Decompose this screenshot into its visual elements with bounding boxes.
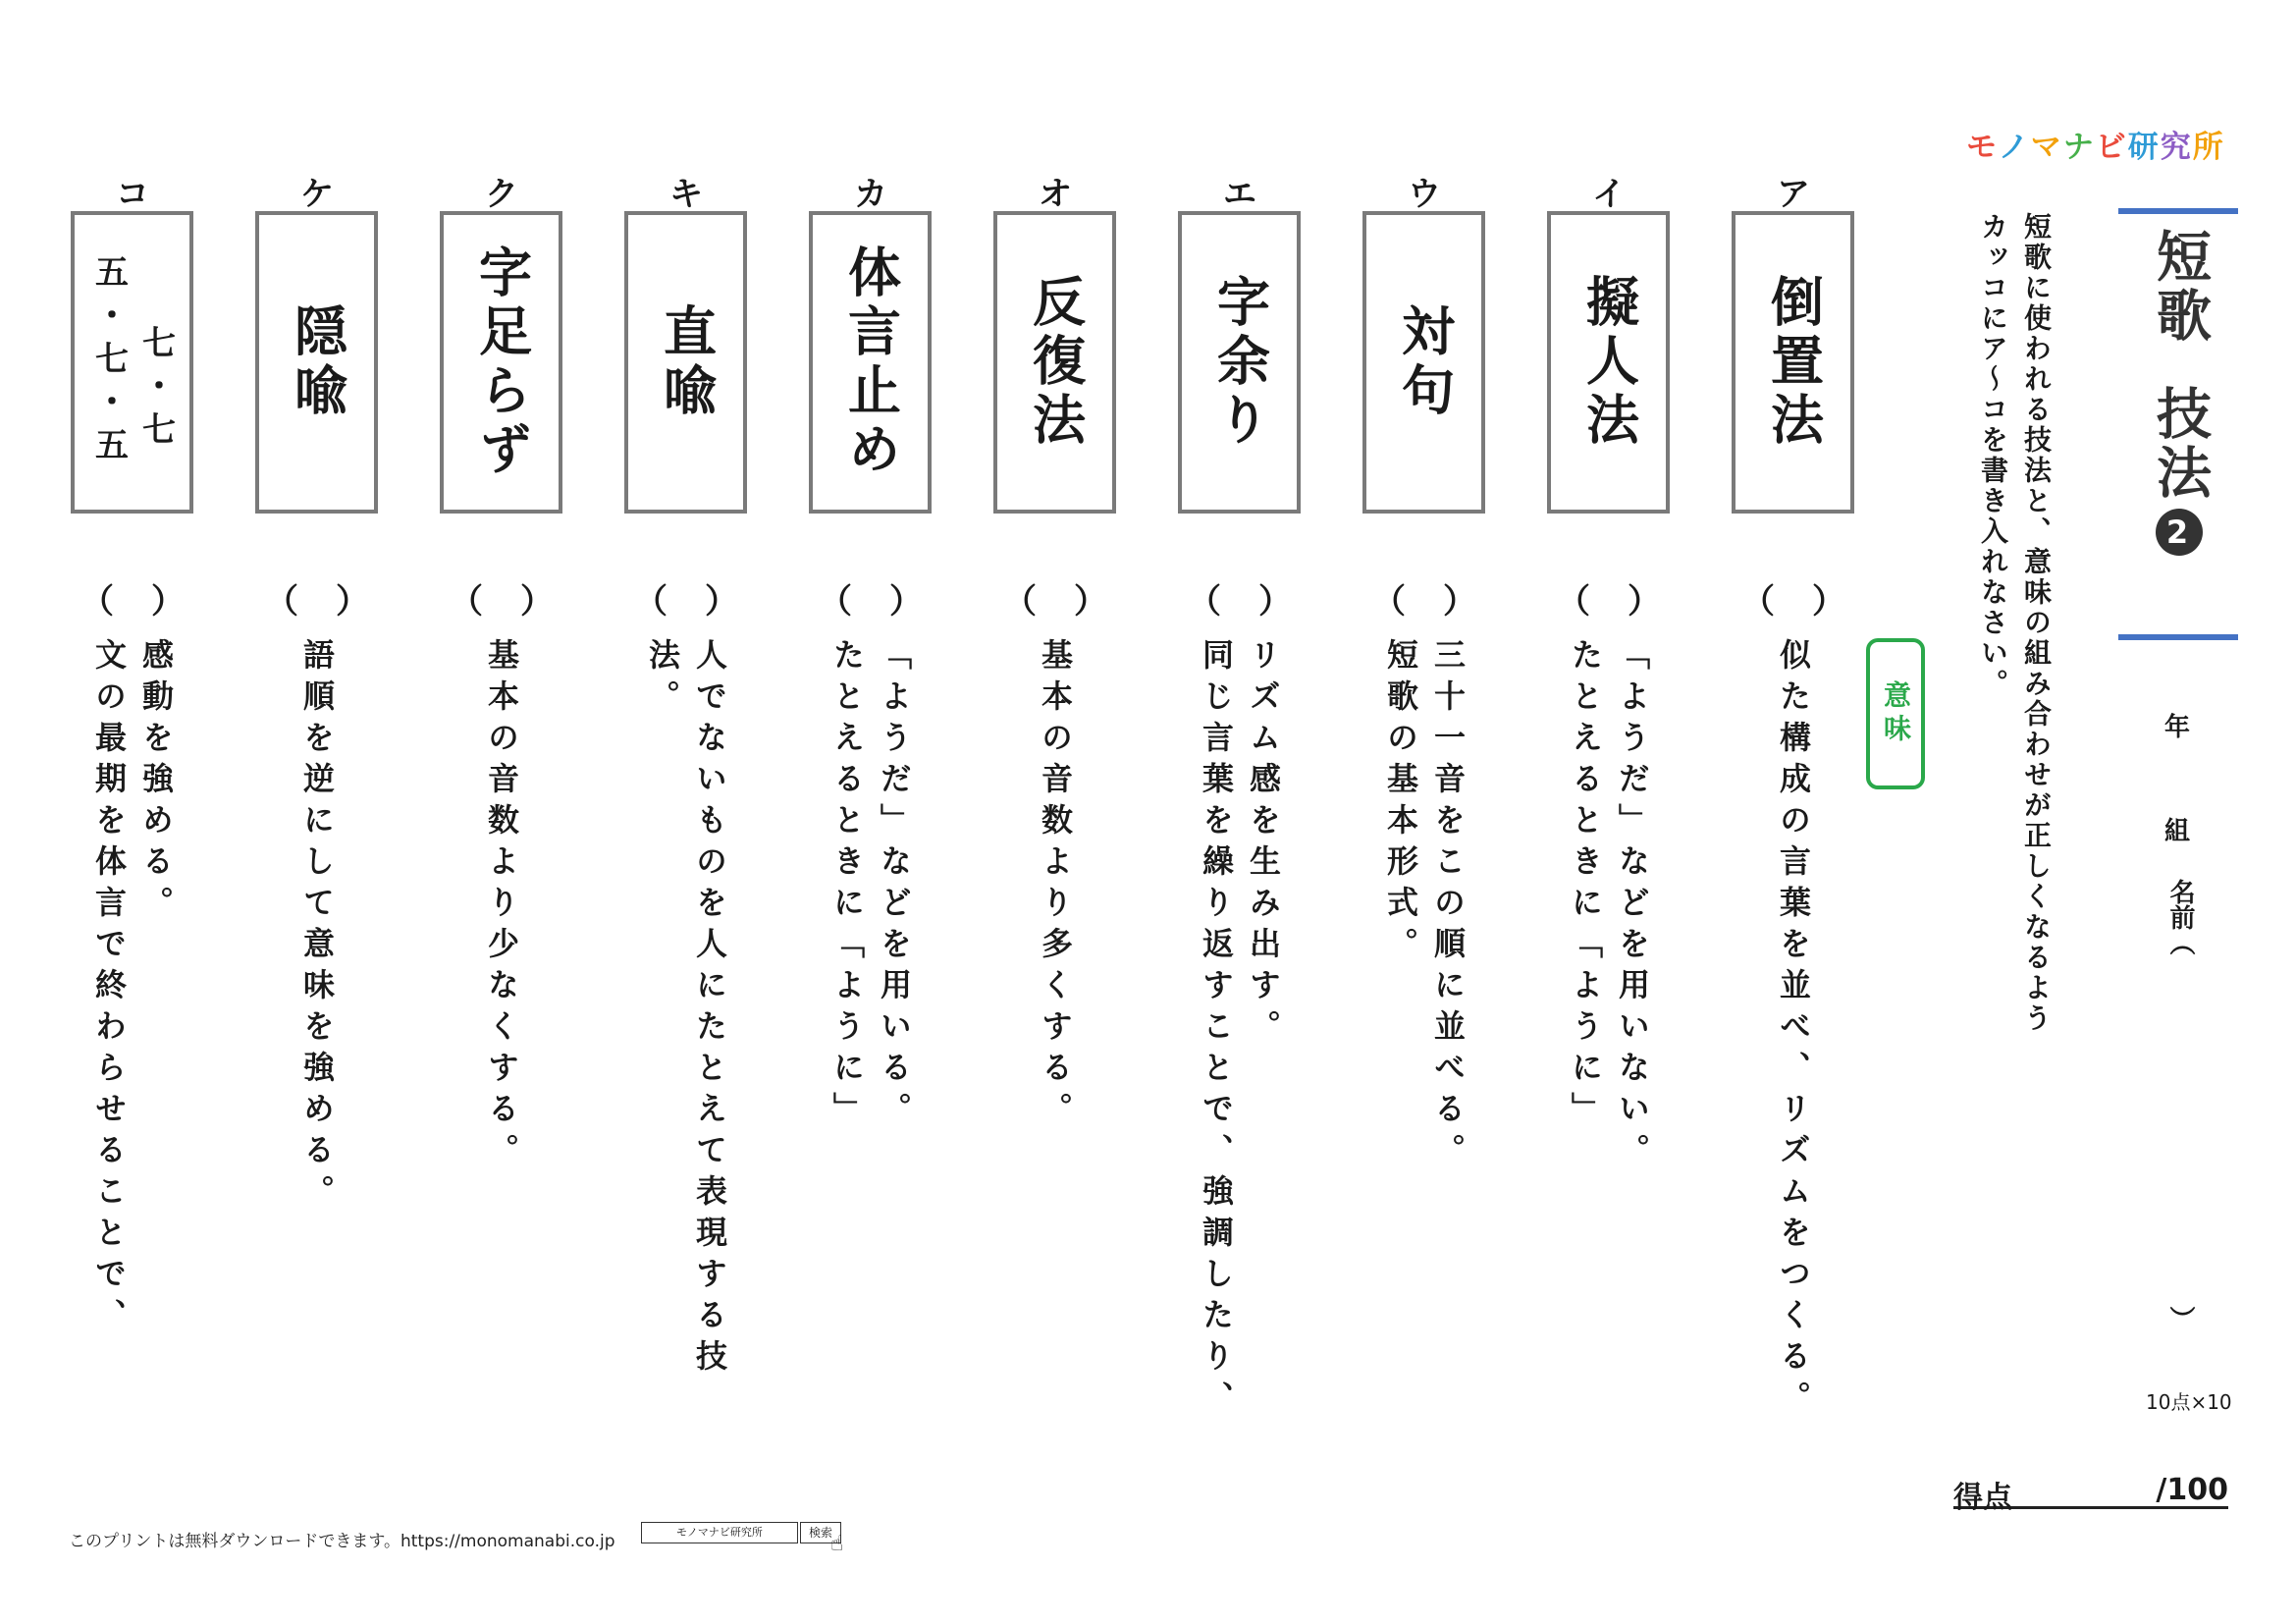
meaning-text xyxy=(253,638,381,1424)
term-text: 擬人法 xyxy=(1577,274,1640,451)
term-card xyxy=(1178,211,1301,514)
term-card xyxy=(1732,211,1854,514)
answer-blank[interactable] xyxy=(1361,574,1488,623)
answer-blank[interactable] xyxy=(1176,574,1304,623)
footer-note: このプリントは無料ダウンロードできます。https://monomanabi.co.jp xyxy=(69,1532,615,1551)
term-text: 倒置法 xyxy=(1762,274,1825,451)
title-main: 短歌 xyxy=(2148,228,2212,346)
item-label: ウ xyxy=(1408,175,1441,214)
title-bar-bottom xyxy=(2118,634,2238,640)
score-field[interactable] xyxy=(1953,1473,2228,1515)
paren-close: ） xyxy=(1628,582,1661,622)
item-label: キ xyxy=(669,175,703,214)
paren-open: （ xyxy=(1188,582,1221,622)
score-label: 得点 xyxy=(1953,1481,2012,1515)
meaning-line: たとえるときに「ように」 xyxy=(1567,638,1604,1133)
paren-open: （ xyxy=(1372,582,1406,622)
search-input[interactable]: モノマナビ研究所 xyxy=(641,1522,798,1543)
term-text: 体言止め xyxy=(839,244,902,480)
instruction-line-2: カッコにア～コを書き入れなさい。 xyxy=(1977,212,2009,699)
meaning-line: たとえるときに「ように」 xyxy=(828,638,866,1133)
term-card xyxy=(71,211,193,514)
paren-open: （ xyxy=(819,582,852,622)
meaning-text xyxy=(438,638,565,1424)
points-note: 10点×10 xyxy=(2146,1390,2232,1414)
meaning-line: 語順を逆にして意味を強める。 xyxy=(298,638,336,1216)
item-label: コ xyxy=(116,175,149,214)
meaning-line: 「ようだ」などを用いない。 xyxy=(1614,638,1651,1174)
paren-close: ） xyxy=(151,582,185,622)
item-label: カ xyxy=(854,175,887,214)
term-card xyxy=(1362,211,1485,514)
year-field[interactable]: 年 xyxy=(2164,713,2191,742)
term-card xyxy=(255,211,378,514)
term-text: 対句 xyxy=(1393,303,1456,421)
meaning-line: 感動を強める。 xyxy=(137,638,175,927)
paren-close: ） xyxy=(1258,582,1292,622)
paren-close: ） xyxy=(336,582,369,622)
meaning-line: 同じ言葉を繰り返すことで、強調したり、 xyxy=(1198,638,1235,1422)
paren-close: ） xyxy=(520,582,554,622)
paren-open: （ xyxy=(1003,582,1037,622)
instruction-line-1: 短歌に使われる技法と、意味の組み合わせが正しくなるよう xyxy=(2020,212,2053,1034)
term-text: 隠喩 xyxy=(286,303,348,421)
score-total: /100 xyxy=(2156,1473,2228,1507)
meaning-line: 三十一音をこの順に並べる。 xyxy=(1429,638,1467,1174)
search-button[interactable]: 検索 xyxy=(800,1522,841,1543)
meaning-line: 似た構成の言葉を並べ、リズムをつくる。 xyxy=(1775,638,1812,1422)
answer-blank[interactable] xyxy=(1730,574,1857,623)
answer-blank[interactable] xyxy=(622,574,750,623)
meaning-line: 基本の音数より多くする。 xyxy=(1037,638,1074,1133)
meaning-text xyxy=(807,638,934,1424)
paren-open: （ xyxy=(634,582,667,622)
meaning-line: 人でないものを人にたとえて表現する技法。 xyxy=(644,638,728,1380)
term-card xyxy=(440,211,562,514)
paren-close: ） xyxy=(1443,582,1476,622)
paren-close: ） xyxy=(1074,582,1107,622)
item-label: ケ xyxy=(300,175,334,214)
paren-open: （ xyxy=(80,582,114,622)
term-text: 五・七・五 xyxy=(88,254,129,470)
meaning-tag: 意味 xyxy=(1866,638,1925,789)
term-card xyxy=(809,211,932,514)
meaning-text xyxy=(1730,638,1857,1424)
meaning-line: 短歌の基本形式。 xyxy=(1382,638,1419,968)
answer-blank[interactable] xyxy=(253,574,381,623)
paren-open: （ xyxy=(1557,582,1590,622)
term-card xyxy=(1547,211,1670,514)
paren-close: ） xyxy=(889,582,923,622)
name-field[interactable]: 名前（ xyxy=(2165,879,2195,955)
name-field-close: ） xyxy=(2165,1306,2195,1331)
answer-blank[interactable] xyxy=(807,574,934,623)
term-text: 字余り xyxy=(1208,274,1271,451)
item-label: ク xyxy=(485,175,518,214)
answer-blank[interactable] xyxy=(438,574,565,623)
term-text: 七・七 xyxy=(135,325,176,455)
paren-open: （ xyxy=(265,582,298,622)
item-label: エ xyxy=(1223,175,1256,214)
answer-blank[interactable] xyxy=(69,574,196,623)
meaning-text xyxy=(1545,638,1673,1424)
pointer-cursor-icon: ☝ xyxy=(830,1532,844,1556)
item-label: オ xyxy=(1039,175,1072,214)
meaning-text xyxy=(1176,638,1304,1424)
item-label: ア xyxy=(1777,175,1810,214)
paren-open: （ xyxy=(450,582,483,622)
answer-blank[interactable] xyxy=(991,574,1119,623)
meaning-line: リズム感を生み出す。 xyxy=(1245,638,1282,1051)
meaning-text xyxy=(69,638,196,1424)
meaning-line: 「ようだ」などを用いる。 xyxy=(876,638,913,1133)
paren-close: ） xyxy=(1812,582,1845,622)
meaning-text xyxy=(622,638,750,1424)
term-card xyxy=(993,211,1116,514)
paren-open: （ xyxy=(1741,582,1775,622)
title-bar-top xyxy=(2118,208,2238,214)
meaning-line: 基本の音数より少なくする。 xyxy=(483,638,520,1174)
paren-close: ） xyxy=(705,582,738,622)
title-sub: 技法 xyxy=(2148,385,2212,503)
meaning-line: 文の最期を体言で終わらせることで、 xyxy=(90,638,128,1339)
title-number-badge: 2 xyxy=(2156,509,2203,556)
class-field[interactable]: 組 xyxy=(2164,817,2191,846)
answer-blank[interactable] xyxy=(1545,574,1673,623)
term-card xyxy=(624,211,747,514)
term-text: 反復法 xyxy=(1024,274,1087,451)
term-text: 直喩 xyxy=(655,303,718,421)
meaning-text xyxy=(991,638,1119,1424)
meaning-text xyxy=(1361,638,1488,1424)
item-label: イ xyxy=(1592,175,1626,214)
brand-logo: モノマナビ研究所 xyxy=(1966,130,2225,165)
term-text: 字足らず xyxy=(470,244,533,480)
page-title xyxy=(2130,228,2228,621)
